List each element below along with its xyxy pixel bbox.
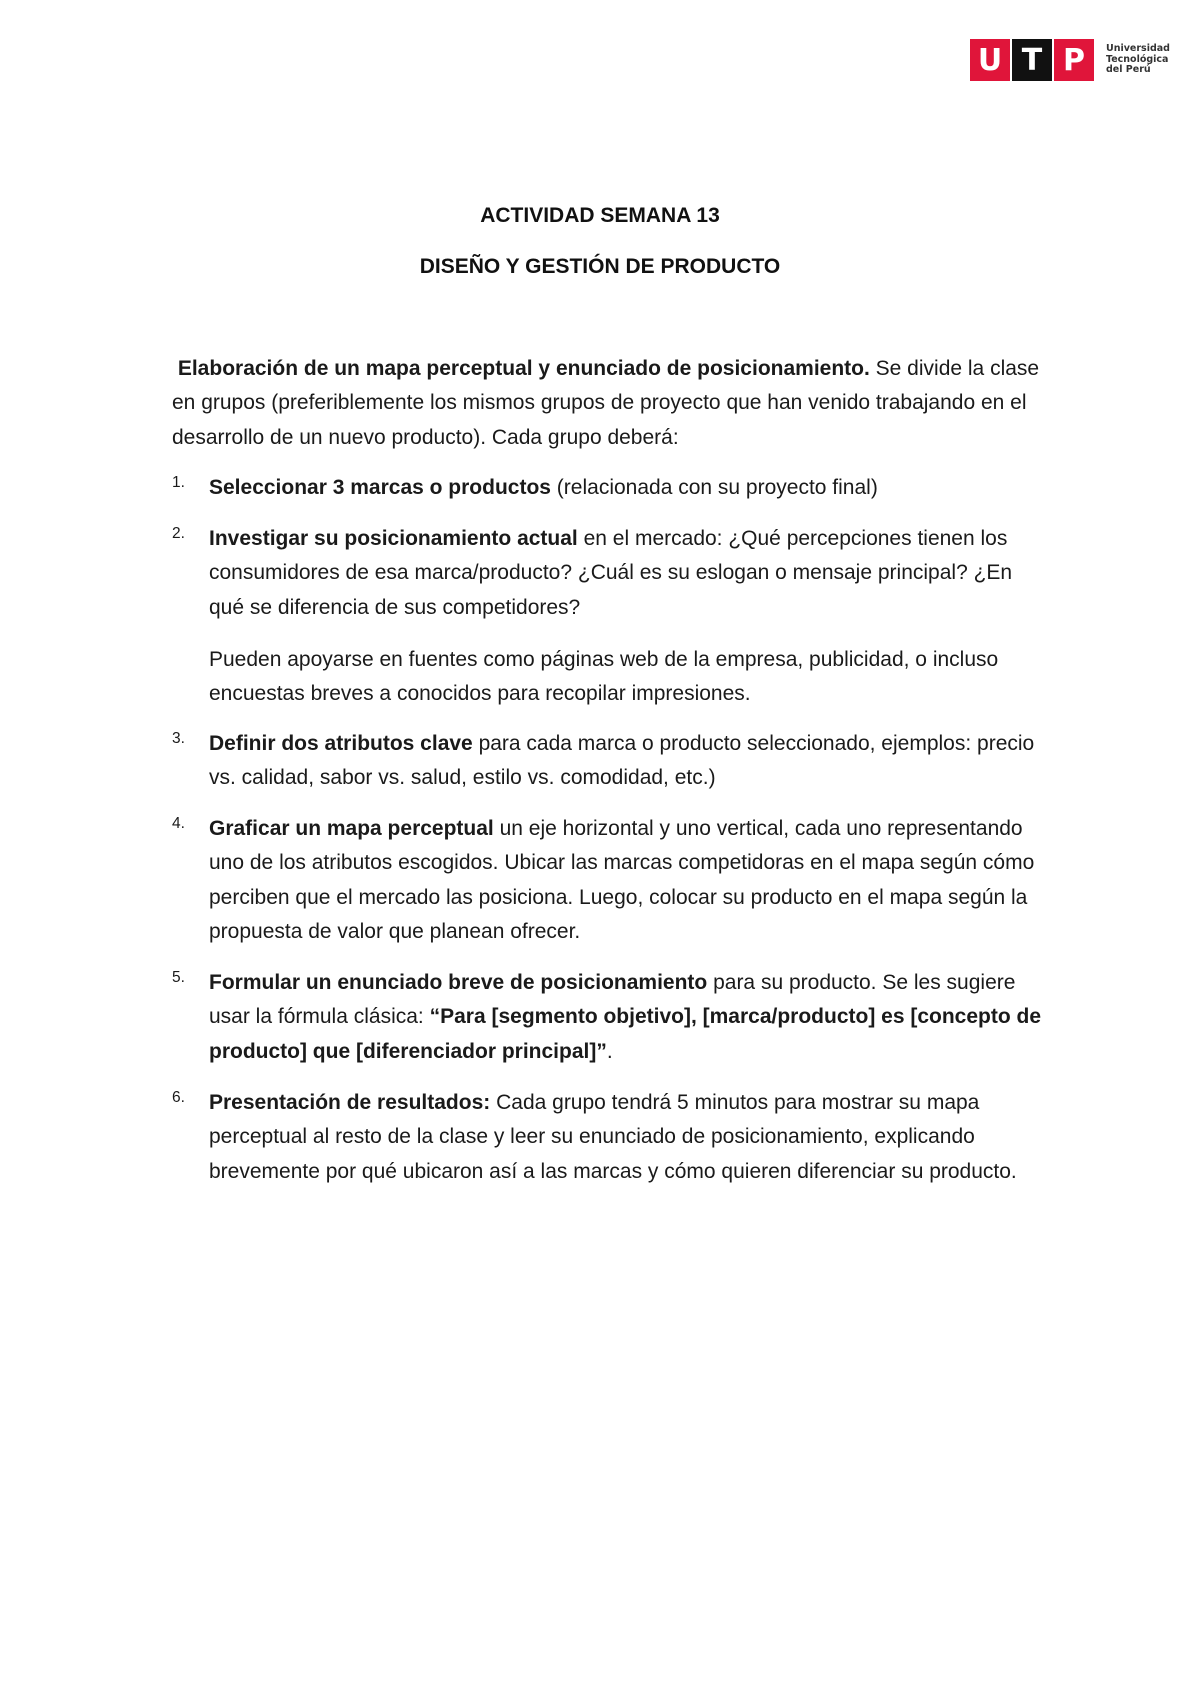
list-item-number: 3.: [172, 730, 185, 747]
logo-letter-p: P: [1054, 39, 1094, 81]
list-item-number: 1.: [172, 474, 185, 491]
intro-bold: Elaboración de un mapa perceptual y enunciado de posicionamiento.: [177, 357, 870, 380]
list-item-number: 6.: [172, 1089, 185, 1106]
list-item-text: [209, 471, 1042, 505]
list-item-extra: Pueden apoyarse en fuentes como páginas web de la empresa, publicidad, o incluso encuestas breves a conocidos para recopilar impresiones.: [209, 648, 999, 706]
list-item-bold: Seleccionar 3 marcas o productos: [209, 476, 551, 499]
logo-text-line: Universidad: [1106, 43, 1170, 55]
logo-letter-t: T: [1012, 39, 1052, 81]
logo-letter-u: U: [970, 39, 1010, 81]
positioning-formula: “Para [segmento objetivo], [marca/producto] es [concepto de producto] que [diferenciador principal]”: [209, 1005, 1042, 1063]
list-item-text: [209, 522, 1042, 625]
list-item-text: [209, 727, 1042, 796]
page-subtitle: DISEÑO Y GESTIÓN DE PRODUCTO: [419, 255, 781, 278]
list-item-bold: Definir dos atributos clave: [209, 732, 473, 755]
logo-text: [1106, 44, 1176, 76]
list-item-number: 2.: [172, 525, 185, 542]
intro-text: Se divide la clase en grupos (preferiblemente los mismos grupos de proyecto que han venido trabajando en el desarrollo de un nuevo producto). Cada grupo deberá:: [172, 357, 1040, 449]
list-item-number: 4.: [172, 815, 185, 832]
list-item-body: un eje horizontal y uno vertical, cada uno representando uno de los atributos escogidos. Ubicar las marcas competidoras en el mapa según cómo perciben que el mercado las posiciona. Luego, colocar su producto en el mapa según la propuesta de valor que planean ofrecer.: [209, 817, 1035, 944]
list-item-body: .: [606, 1039, 613, 1063]
list-item-text: [209, 812, 1042, 950]
list-item-bold: Investigar su posicionamiento actual: [209, 527, 578, 550]
page-title: ACTIVIDAD SEMANA 13: [480, 204, 720, 227]
logo-text-line: del Perú: [1106, 64, 1151, 76]
list-item-bold: Formular un enunciado breve de posicionamiento: [209, 971, 708, 994]
intro-paragraph: [172, 352, 1042, 455]
list-item-number: 5.: [172, 969, 185, 986]
list-item-body: Cada grupo tendrá 5 minutos para mostrar su mapa perceptual al resto de la clase y leer su enunciado de posicionamiento, explicando brevemente por qué ubicaron así a las marcas y cómo quieren diferenciar su producto.: [209, 1091, 1017, 1183]
list-item-text: [209, 1086, 1042, 1189]
list-item-bold: Graficar un mapa perceptual: [209, 817, 494, 840]
logo-text-line: Tecnológica: [1106, 53, 1169, 65]
list-item-body: para su producto. Se les sugiere usar la fórmula clásica:: [209, 971, 1016, 1029]
list-item-body: para cada marca o producto seleccionado, ejemplos: precio vs. calidad, sabor vs. salud, estilo vs. comodidad, etc.): [209, 732, 1035, 790]
list-item-text: [209, 966, 1042, 1069]
list-item-bold: Presentación de resultados:: [209, 1091, 491, 1114]
list-item-body: en el mercado: ¿Qué percepciones tienen los consumidores de esa marca/producto? ¿Cuál es su eslogan o mensaje principal? ¿En qué se diferencia de sus competidores?: [209, 527, 1013, 619]
list-item-body: (relacionada con su proyecto final): [550, 476, 878, 499]
utp-logo: [970, 39, 1176, 81]
